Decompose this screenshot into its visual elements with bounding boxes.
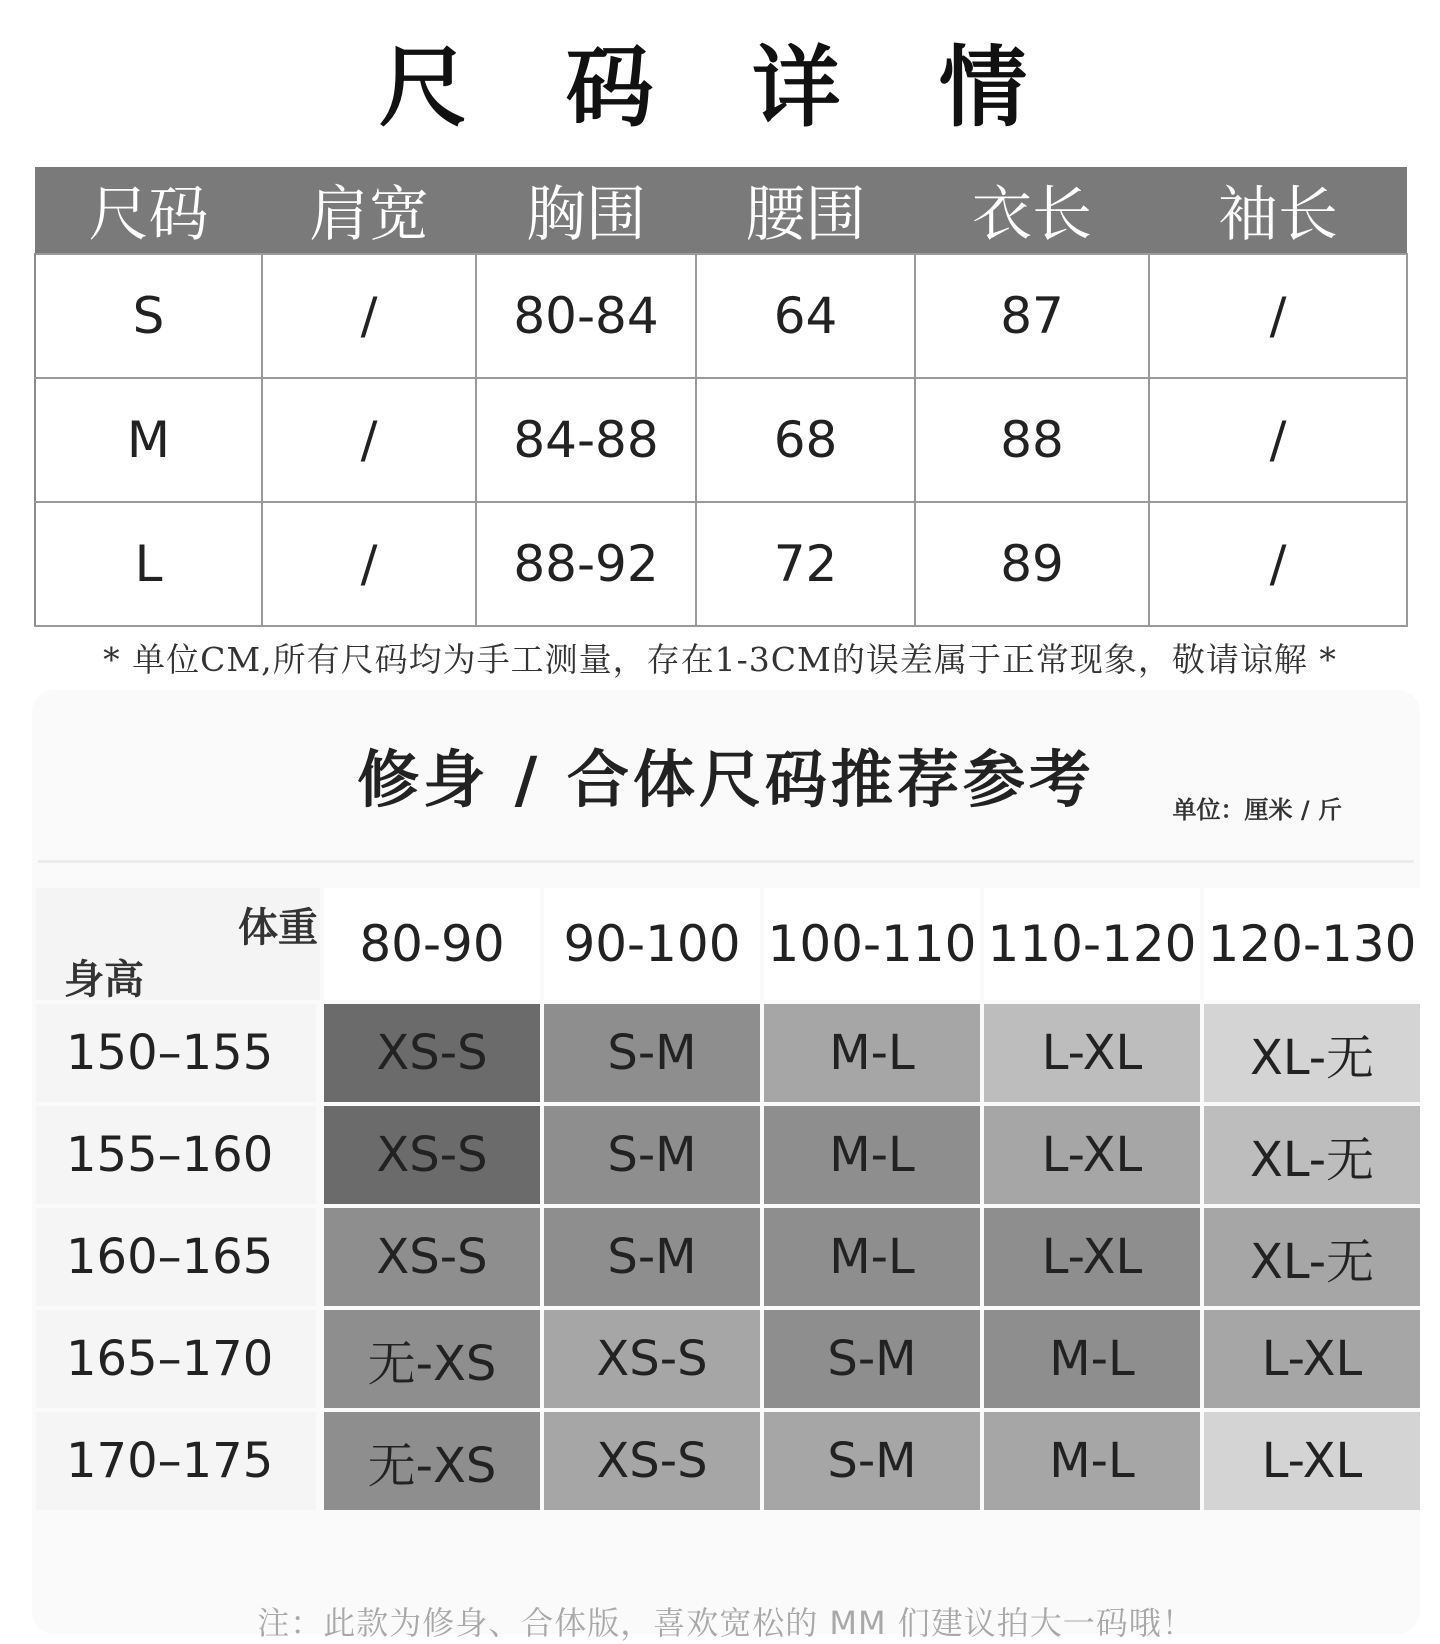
table-cell: / xyxy=(262,502,476,626)
recommend-row xyxy=(324,1412,1420,1510)
table-cell: 72 xyxy=(696,502,915,626)
size-cell: M-L xyxy=(764,1004,980,1102)
height-label: 155–160 xyxy=(36,1106,316,1204)
table-row xyxy=(35,254,1407,378)
table-cell: 80-84 xyxy=(476,254,696,378)
table-row xyxy=(35,378,1407,502)
table-cell: / xyxy=(1149,254,1407,378)
size-cell: XS-S xyxy=(324,1004,540,1102)
size-cell: XS-S xyxy=(324,1208,540,1306)
header-shoulder: 肩宽 xyxy=(262,167,476,254)
header-size: 尺码 xyxy=(35,167,262,254)
size-cell: XS-S xyxy=(544,1310,760,1408)
weight-axis-label: 体重 xyxy=(238,905,318,951)
height-label: 165–170 xyxy=(36,1310,316,1408)
size-cell: L-XL xyxy=(984,1106,1200,1204)
size-cell: S-M xyxy=(544,1106,760,1204)
size-cell: M-L xyxy=(764,1106,980,1204)
weight-header-cell: 110-120 xyxy=(984,888,1200,1000)
size-cell: L-XL xyxy=(984,1208,1200,1306)
header-length: 衣长 xyxy=(915,167,1149,254)
weight-header-cell: 90-100 xyxy=(544,888,760,1000)
corner-header xyxy=(36,888,320,1003)
weight-header-cell: 120-130 xyxy=(1204,888,1420,1000)
size-cell: S-M xyxy=(544,1208,760,1306)
recommend-row xyxy=(324,1310,1420,1408)
recommend-row xyxy=(324,1106,1420,1204)
size-table-header-row xyxy=(35,167,1407,254)
header-waist: 腰围 xyxy=(696,167,915,254)
recommendation-card xyxy=(32,690,1420,1642)
height-label: 170–175 xyxy=(36,1412,316,1510)
size-cell: 无-XS xyxy=(324,1412,540,1510)
table-cell: 89 xyxy=(915,502,1149,626)
height-axis-label: 身高 xyxy=(64,957,144,1003)
table-cell: 87 xyxy=(915,254,1149,378)
table-cell: 64 xyxy=(696,254,915,378)
page-title: 尺 码 详 情 xyxy=(379,36,1061,139)
size-cell: M-L xyxy=(764,1208,980,1306)
weight-header-row xyxy=(324,888,1420,1000)
table-cell: 84-88 xyxy=(476,378,696,502)
table-cell: 88 xyxy=(915,378,1149,502)
size-cell: M-L xyxy=(984,1412,1200,1510)
recommendation-title: 修身 / 合体尺码推荐参考 xyxy=(357,743,1095,816)
size-cell: S-M xyxy=(544,1004,760,1102)
size-cell: L-XL xyxy=(1204,1412,1420,1510)
weight-header-cell: 100-110 xyxy=(764,888,980,1000)
header-sleeve: 袖长 xyxy=(1149,167,1407,254)
table-cell: L xyxy=(35,502,262,626)
unit-label: 单位：厘米 / 斤 xyxy=(1172,796,1342,824)
size-cell: XS-S xyxy=(324,1106,540,1204)
table-cell: / xyxy=(262,378,476,502)
size-cell: XL-无 xyxy=(1204,1106,1420,1204)
height-label: 150–155 xyxy=(36,1004,316,1102)
table-cell: M xyxy=(35,378,262,502)
measurement-note: * 单位CM,所有尺码均为手工测量，存在1-3CM的误差属于正常现象，敬请谅解 * xyxy=(103,640,1337,679)
recommend-row xyxy=(324,1208,1420,1306)
table-cell: / xyxy=(1149,378,1407,502)
divider xyxy=(38,860,1414,863)
size-cell: S-M xyxy=(764,1412,980,1510)
table-cell: 88-92 xyxy=(476,502,696,626)
table-cell: / xyxy=(1149,502,1407,626)
size-cell: M-L xyxy=(984,1310,1200,1408)
footer-note: 注：此款为修身、合体版，喜欢宽松的 MM 们建议拍大一码哦！ xyxy=(257,1604,1195,1642)
height-label: 160–165 xyxy=(36,1208,316,1306)
size-cell: L-XL xyxy=(984,1004,1200,1102)
size-cell: L-XL xyxy=(1204,1310,1420,1408)
size-detail-table xyxy=(34,167,1408,627)
table-row xyxy=(35,502,1407,626)
table-cell: / xyxy=(262,254,476,378)
size-cell: 无-XS xyxy=(324,1310,540,1408)
header-bust: 胸围 xyxy=(476,167,696,254)
size-cell: S-M xyxy=(764,1310,980,1408)
size-cell: XL-无 xyxy=(1204,1004,1420,1102)
table-cell: S xyxy=(35,254,262,378)
size-cell: XL-无 xyxy=(1204,1208,1420,1306)
weight-header-cell: 80-90 xyxy=(324,888,540,1000)
size-cell: XS-S xyxy=(544,1412,760,1510)
table-cell: 68 xyxy=(696,378,915,502)
recommend-row xyxy=(324,1004,1420,1102)
